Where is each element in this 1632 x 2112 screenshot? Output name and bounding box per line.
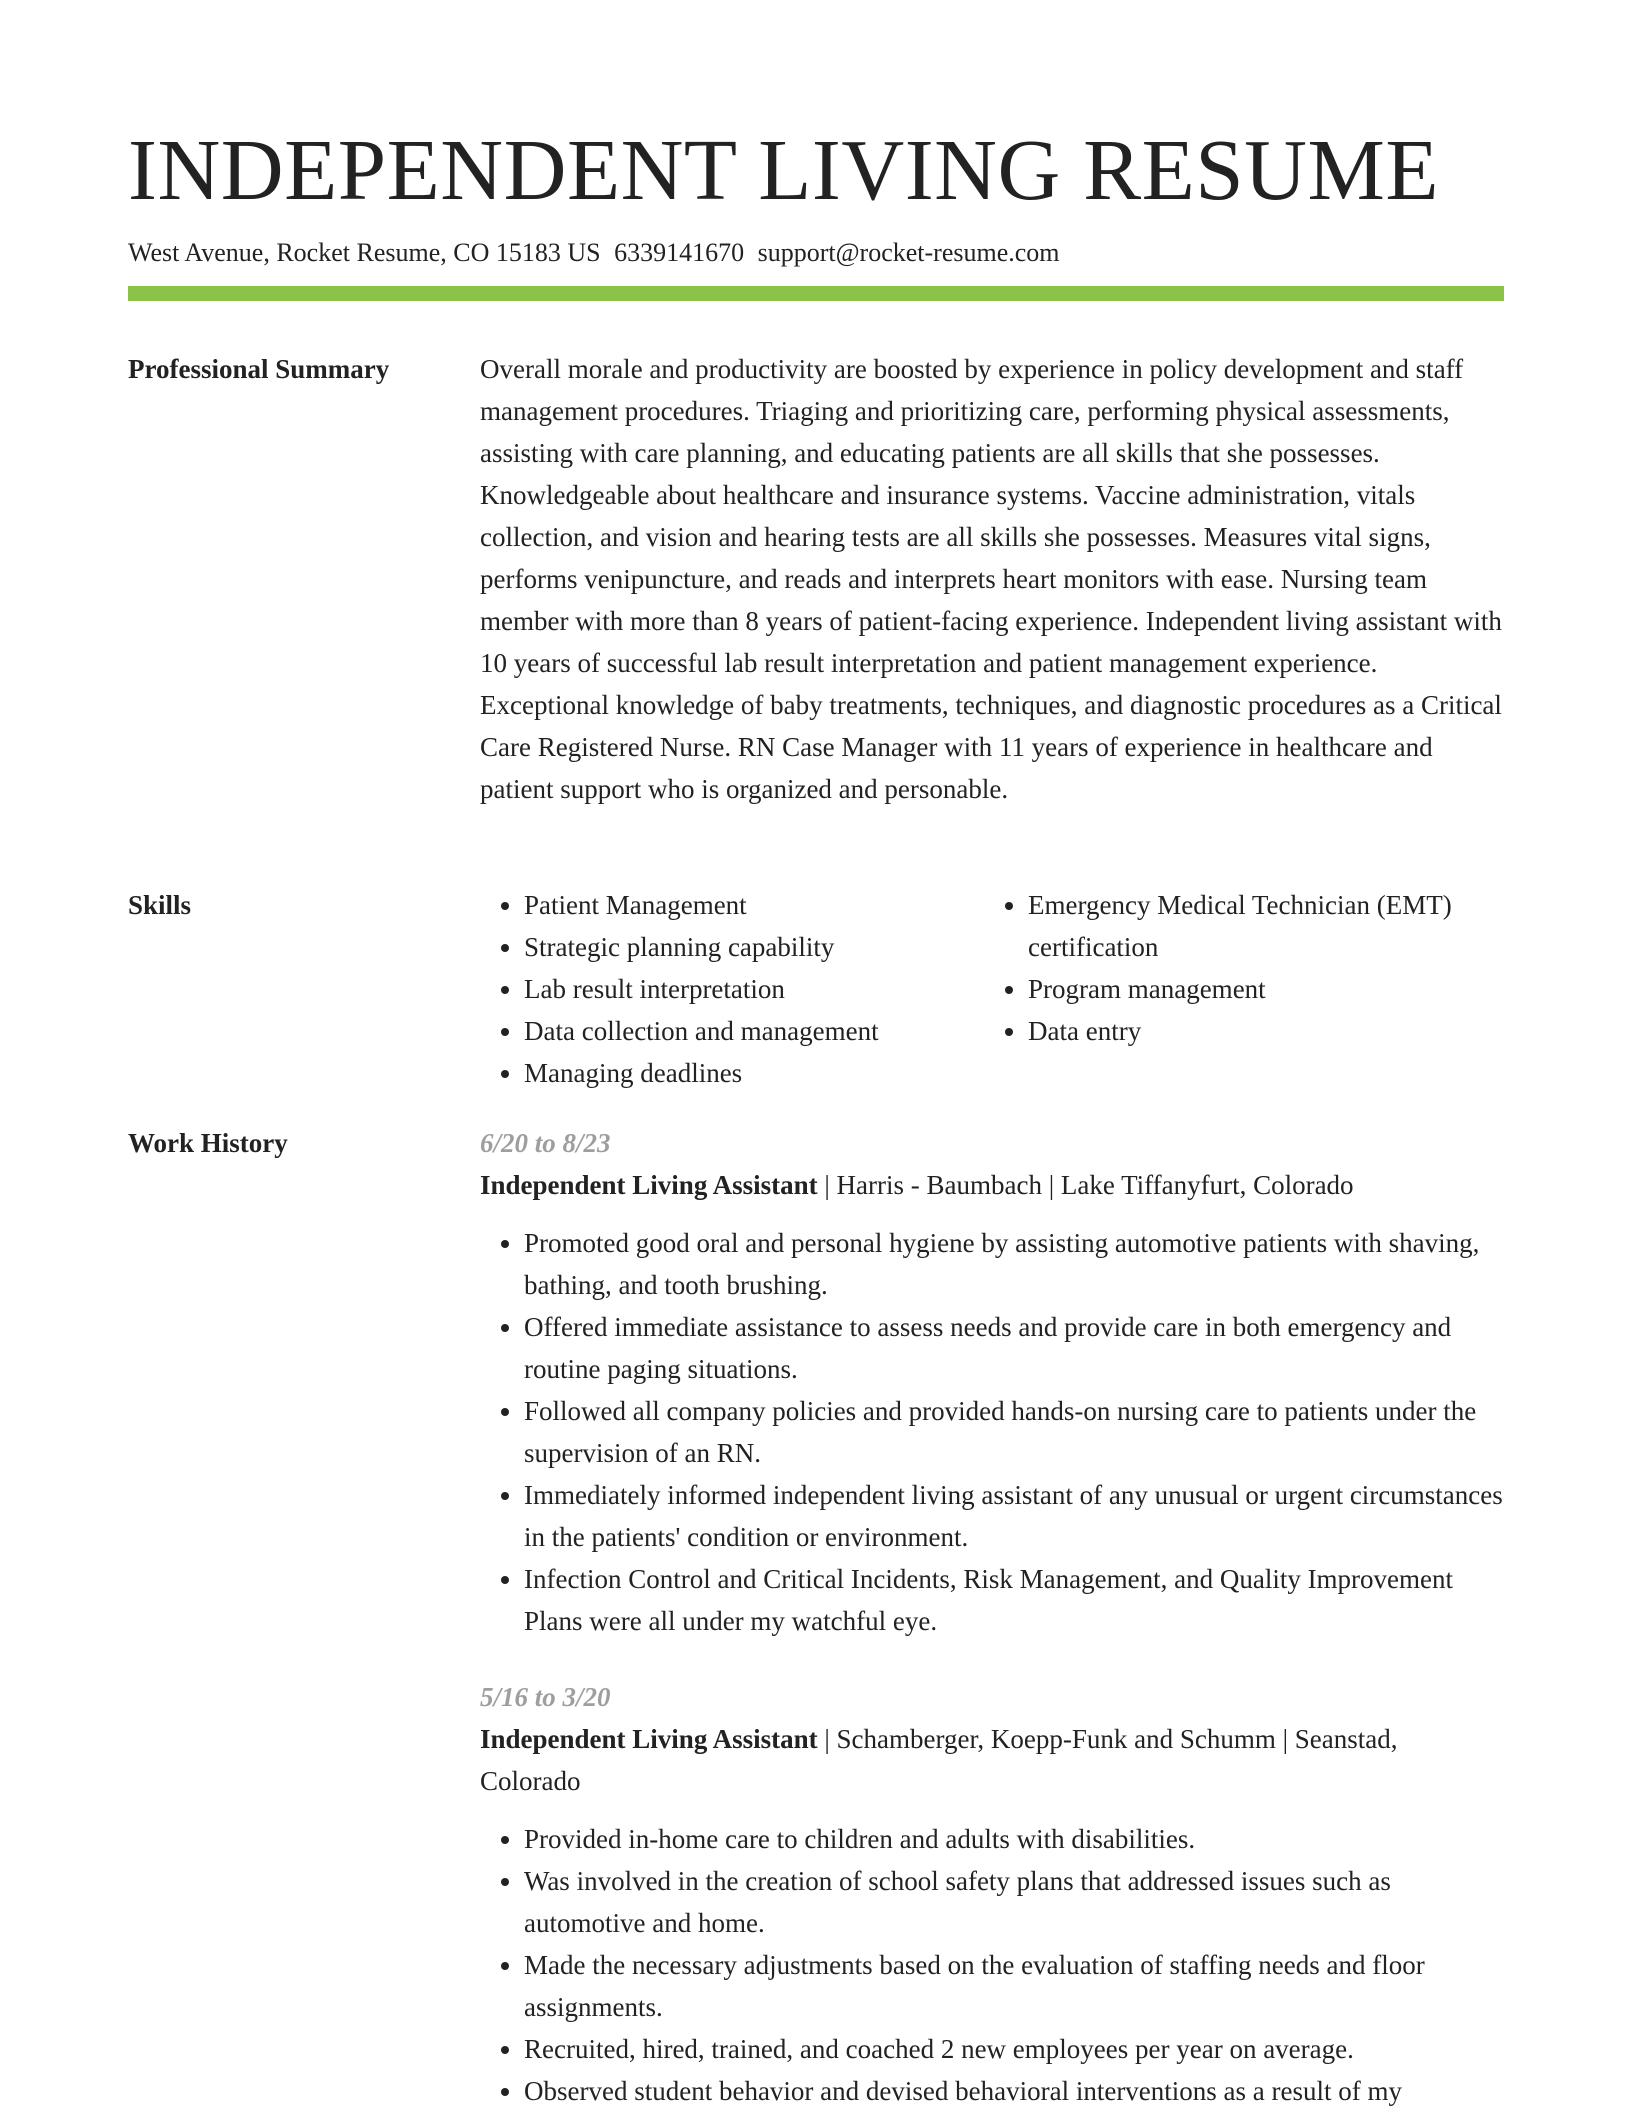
job-dates: 5/16 to 3/20 [480,1682,611,1712]
job-details: | Schamberger, Koepp-Funk and Schumm | Seanstad, Colorado [480,1724,1398,1796]
job-bullet: • Made the necessary adjustments based on the evaluation of staffing needs and floor assignments. [524,1944,1504,2028]
skill-item: • Lab result interpretation [524,968,984,1010]
job-bullet: • Provided in-home care to children and adults with disabilities. [524,1818,1504,1860]
job-bullet: • Immediately informed independent living assistant of any unusual or urgent circumstances in the patients' condition or environment. [524,1474,1504,1558]
job-bullet: • Observed student behavior and devised behavioral interventions as a result of my [524,2070,1504,2112]
job-bullets [480,1818,1504,2112]
job-bullet: • Infection Control and Critical Incidents, Risk Management, and Quality Improvement Plans were all under my watchful eye. [524,1558,1504,1642]
header-divider [128,286,1504,301]
job-bullet: • Promoted good oral and personal hygiene by assisting automotive patients with shaving, bathing, and tooth brushing. [524,1222,1504,1306]
skill-item: • Strategic planning capability [524,926,984,968]
skill-item: • Data collection and management [524,1010,984,1052]
contact-phone: 6339141670 [614,238,745,267]
job-title: Independent Living Assistant [480,1170,818,1200]
job-details: | Harris - Baumbach | Lake Tiffanyfurt, Colorado [817,1170,1354,1200]
work-history-heading: Work History [128,1128,288,1158]
skill-item: • Patient Management [524,884,984,926]
resume-name: INDEPENDENT LIVING RESUME [128,121,1439,218]
job-heading [480,1718,1504,1802]
skill-item: • Data entry [1028,1010,1488,1052]
job-entry [480,1676,1504,2112]
summary-section [128,348,1504,848]
job-bullet: • Recruited, hired, trained, and coached 2 new employees per year on average. [524,2028,1504,2070]
job-bullet: • Offered immediate assistance to assess needs and provide care in both emergency and routine paging situations. [524,1306,1504,1390]
job-heading [480,1164,1504,1206]
skills-columns [480,884,1504,1094]
resume-header [128,118,1504,272]
summary-text: Overall morale and productivity are boosted by experience in policy development and staff management procedures. Triaging and prioritizing care, performing physical assessments, assisting with care planning, and educating patients are all skills that she possesses. Knowledgeable about healthcare and insurance systems. Vaccine administration, vitals collection, and vision and hearing tests are all skills she possesses. Measures vital signs, performs venipuncture, and reads and interprets heart monitors with ease. Nursing team member with more than 8 years of patient-facing experience. Independent living assistant with 10 years of successful lab result interpretation and patient management experience. Exceptional knowledge of baby treatments, techniques, and diagnostic procedures as a Critical Care Registered Nurse. RN Case Manager with 11 years of experience in healthcare and patient support who is organized and personable. [480,354,1502,804]
job-dates: 6/20 to 8/23 [480,1128,611,1158]
work-history-body [480,1122,1504,2112]
skills-heading: Skills [128,890,192,920]
contact-address: West Avenue, Rocket Resume, CO 15183 US [128,238,601,267]
contact-email: support@rocket-resume.com [757,238,1060,267]
skills-section [128,884,1504,1094]
job-bullet: • Followed all company policies and provided hands-on nursing care to patients under the supervision of an RN. [524,1390,1504,1474]
job-bullet: • Was involved in the creation of school safety plans that addressed issues such as automotive and home. [524,1860,1504,1944]
work-history-section [128,1122,1504,2112]
summary-body [480,348,1504,810]
skills-list-right [984,884,1488,1094]
job-entry [480,1122,1504,1642]
job-title: Independent Living Assistant [480,1724,818,1754]
contact-line [128,234,1504,272]
summary-heading: Professional Summary [128,354,390,384]
skill-item: • Emergency Medical Technician (EMT) certification [1028,884,1488,968]
skill-item: • Managing deadlines [524,1052,984,1094]
skills-body [480,884,1504,1094]
job-bullets [480,1222,1504,1642]
skills-list-left [480,884,984,1094]
skill-item: • Program management [1028,968,1488,1010]
